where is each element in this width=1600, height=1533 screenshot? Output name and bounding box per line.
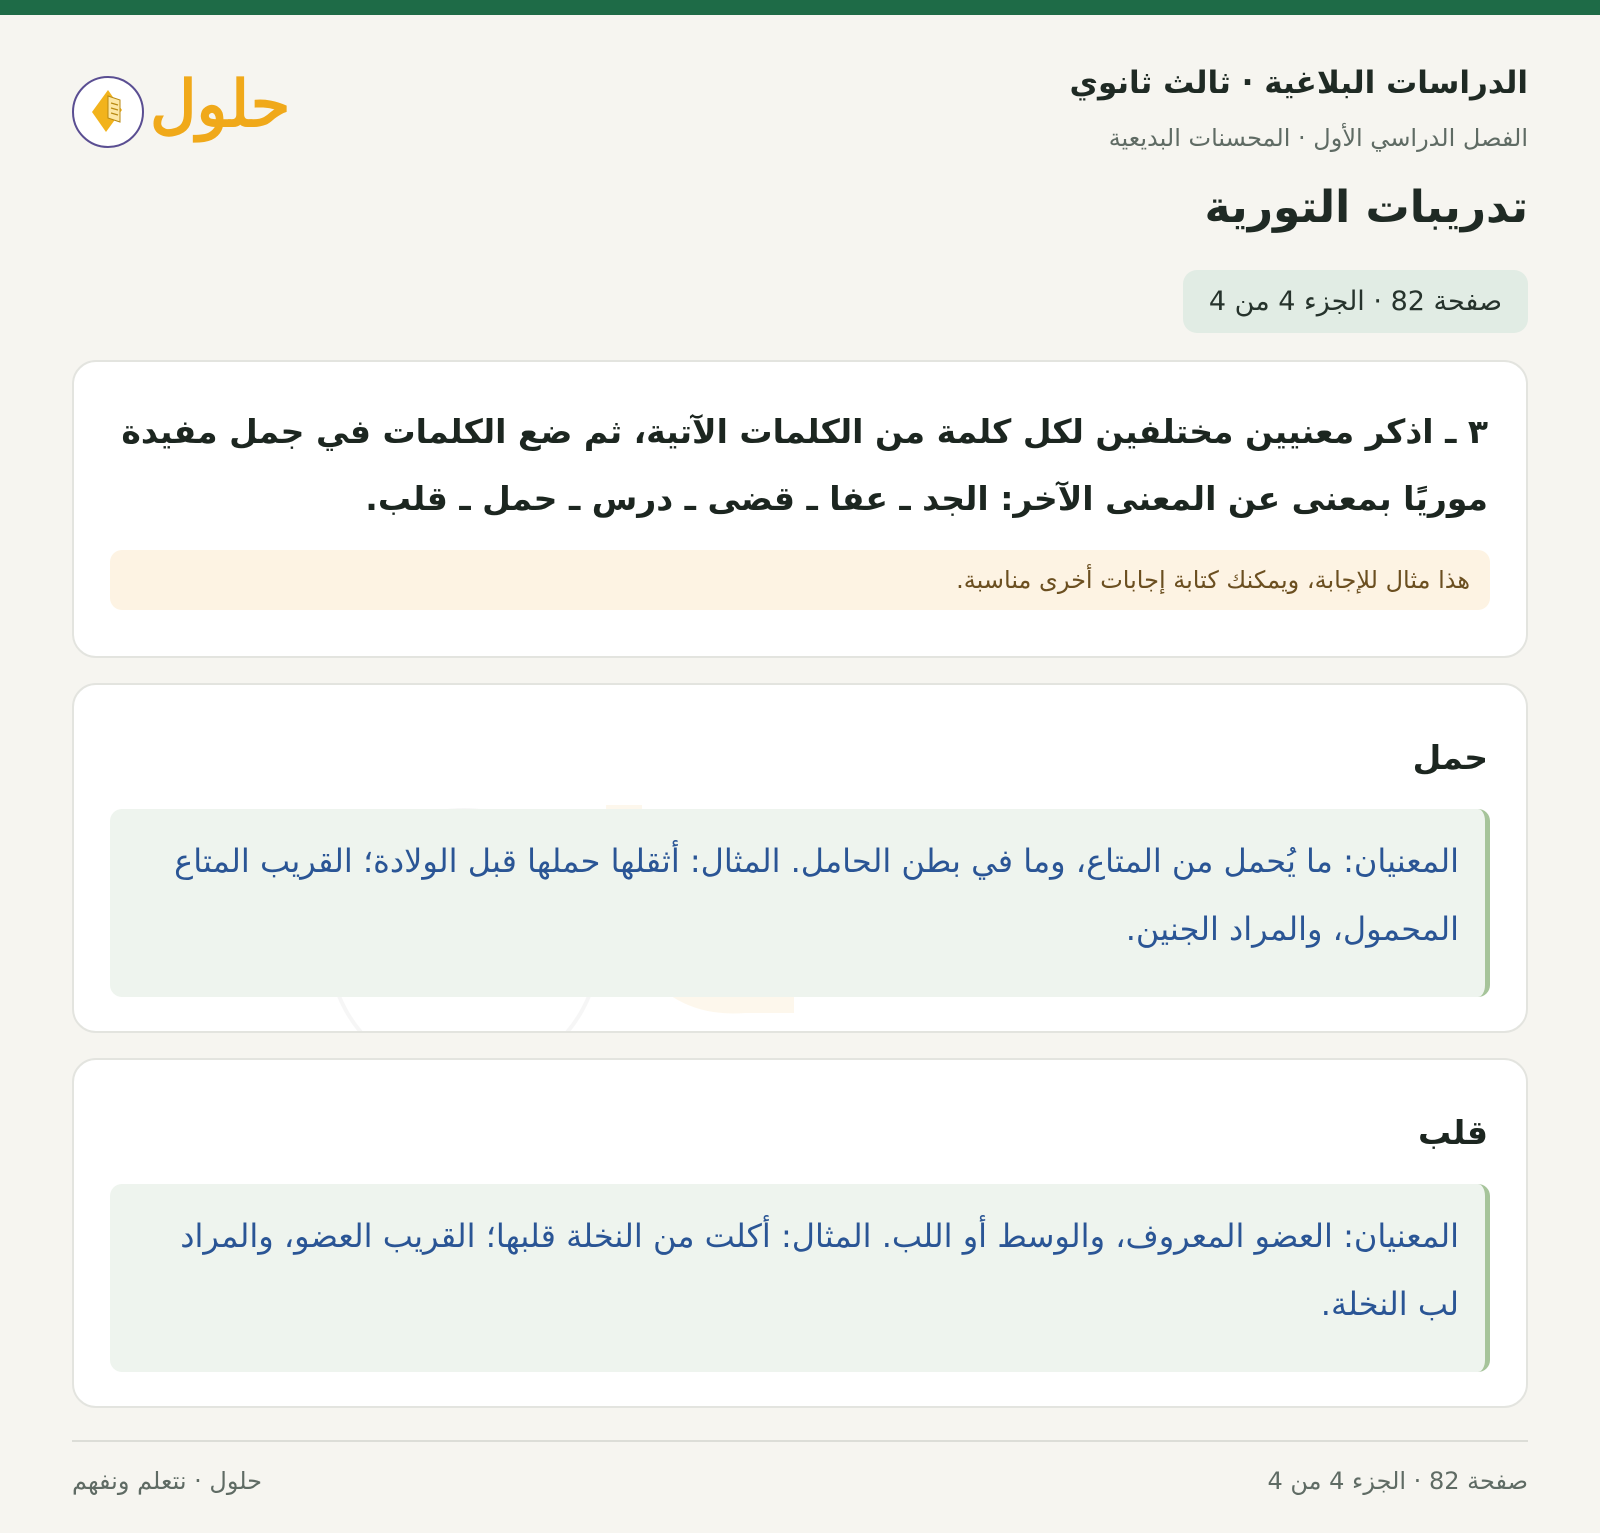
page-badge: صفحة 82 · الجزء 4 من 4 (1183, 270, 1528, 333)
question-card (72, 360, 1528, 658)
answer-box: المعنيان: العضو المعروف، والوسط أو اللب. المثال: أكلت من النخلة قلبها؛ القريب العضو، والمراد لب النخلة. (110, 1184, 1490, 1372)
subject-title: الدراسات البلاغية · ثالث ثانوي (1069, 65, 1528, 101)
answer-note: هذا مثال للإجابة، ويمكنك كتابة إجابات أخرى مناسبة. (110, 550, 1490, 610)
top-accent-bar (0, 0, 1600, 15)
footer-page-info: صفحة 82 · الجزء 4 من 4 (1267, 1467, 1528, 1495)
answer-card (72, 1058, 1528, 1408)
question-text: ٣ ـ اذكر معنيين مختلفين لكل كلمة من الكلمات الآتية، ثم ضع الكلمات في جمل مفيدة موريًا بمعنى عن المعنى الآخر: الجد ـ عفا ـ قضى ـ درس ـ حمل ـ قلب. (121, 412, 1488, 518)
logo[interactable] (72, 62, 302, 148)
answer-word: قلب (1417, 1113, 1488, 1152)
logo-text: حلول (150, 67, 291, 142)
footer-brand: حلول · نتعلم ونفهم (72, 1467, 262, 1495)
book-icon (86, 88, 130, 134)
answer-box: المعنيان: ما يُحمل من المتاع، وما في بطن الحامل. المثال: أثقلها حملها قبل الولادة؛ القريب المتاع المحمول، والمراد الجنين. (110, 809, 1490, 997)
answer-word: حمل (1412, 738, 1488, 777)
page-title: تدريبات التورية (1204, 182, 1528, 233)
answer-card (72, 683, 1528, 1033)
header-titles (1070, 60, 1528, 236)
logo-emblem (72, 76, 144, 148)
footer-divider (72, 1440, 1528, 1442)
breadcrumb: الفصل الدراسي الأول · المحسنات البديعية (1108, 124, 1528, 152)
